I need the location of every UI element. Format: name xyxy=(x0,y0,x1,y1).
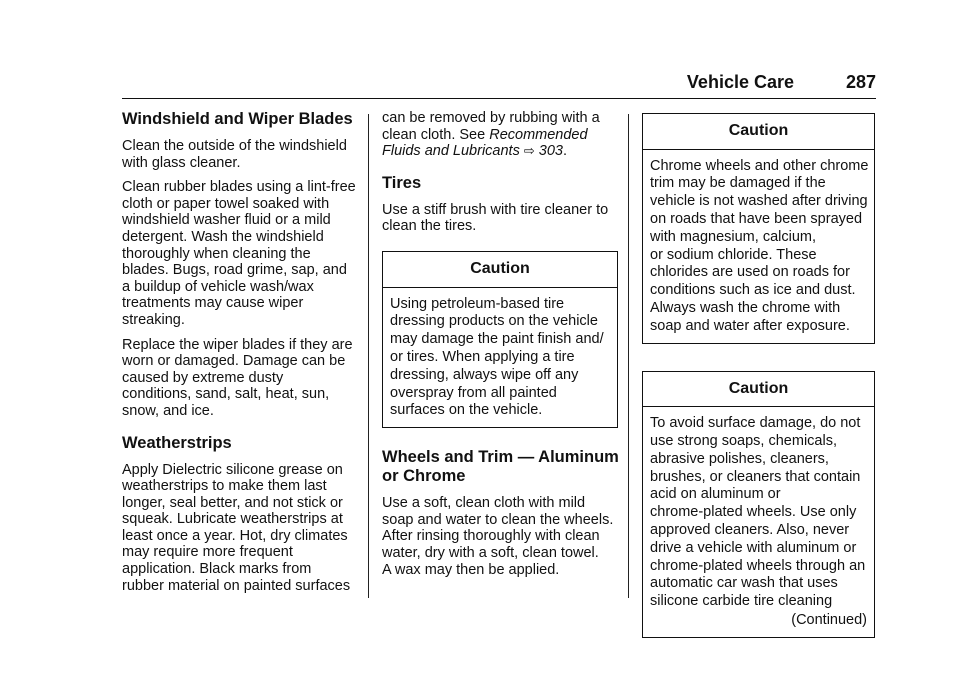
section-title: Vehicle Care xyxy=(686,72,794,92)
paragraph-weatherstrips-cont: can be removed by rubbing with a clean cloth. See Recommended Fluids and Lubricants ⇨ 303. xyxy=(382,110,600,160)
column-divider-2 xyxy=(628,114,629,598)
page-header xyxy=(122,72,876,99)
page-reference-icon: ⇨ xyxy=(523,143,535,159)
caution-title: Caution xyxy=(643,114,874,150)
heading-tires: Tires xyxy=(382,173,422,192)
link-fluids-lubricants[interactable]: Fluids and Lubricants xyxy=(382,143,520,160)
caution-title: Caution xyxy=(383,252,617,288)
column-3 xyxy=(642,113,875,638)
paragraph-tires: Use a stiff brush with tire cleaner to clean the tires. xyxy=(382,201,609,235)
paragraph-windshield-2: Clean rubber blades using a lint-free cloth or paper towel soaked with windshield washer fluid or a mild detergent. Wash the windshield thoroughly when cleaning the blades. Bugs, road grime, sap, and a buildup of vehicle wash/wax treatments may cause wiper streaking. xyxy=(122,179,356,328)
caution-box-tires xyxy=(382,251,618,428)
page-number: 287 xyxy=(845,72,876,92)
caution-box-surface-damage xyxy=(642,371,875,638)
heading-windshield: Windshield and Wiper Blades xyxy=(122,110,353,128)
column-divider-1 xyxy=(368,114,369,598)
column-1 xyxy=(122,110,358,602)
paragraph-windshield-3: Replace the wiper blades if they are worn or damaged. Damage can be caused by extreme dusty conditions, sand, salt, heat, sun, snow, and ice. xyxy=(122,336,353,419)
column-2 xyxy=(382,110,618,586)
page-reference-number[interactable]: 303 xyxy=(538,143,563,160)
caution-box-chrome xyxy=(642,113,875,344)
paragraph-weatherstrips: Apply Dielectric silicone grease on weatherstrips to make them last longer, seal better, and not stick or squeak. Lubricate weatherstrips at least once a year. Hot, dry climates may require more frequent application. Black marks from rubber material on painted surfaces xyxy=(122,461,351,594)
link-recommended-fluids[interactable]: Recommended xyxy=(489,126,588,143)
continued-label: (Continued) xyxy=(791,611,867,628)
caution-body: Using petroleum-based tire dressing products on the vehicle may damage the paint finish and/ or tires. When applying a tire dressing, always wipe off any overspray from all painted surfaces on the vehicle. xyxy=(390,295,604,419)
heading-weatherstrips: Weatherstrips xyxy=(122,433,232,452)
caution-body: Chrome wheels and other chrome trim may be damaged if the vehicle is not washed after driving on roads that have been sprayed with magnesium, calcium, or sodium chloride. These chlorides are used on roads for conditions such as ice and dust. Always wash the chrome with soap and water after exposure. xyxy=(650,157,869,334)
paragraph-wheels: Use a soft, clean cloth with mild soap and water to clean the wheels. After rinsing thoroughly with clean water, dry with a soft, clean towel. A wax may then be applied. xyxy=(382,495,614,578)
caution-body: To avoid surface damage, do not use strong soaps, chemicals, abrasive polishes, cleaners, brushes, or cleaners that contain acid on aluminum or chrome-plated wheels. Use only approved cleaners. Also, never drive a vehicle with aluminum or chrome-plated wheels through an automatic car wash that uses silicone carbide tire cleaning (Continued) xyxy=(650,415,867,628)
paragraph-windshield-1: Clean the outside of the windshield with glass cleaner. xyxy=(122,138,347,171)
heading-wheels-trim: Wheels and Trim — Aluminum or Chrome xyxy=(382,448,619,486)
caution-title: Caution xyxy=(643,372,874,408)
